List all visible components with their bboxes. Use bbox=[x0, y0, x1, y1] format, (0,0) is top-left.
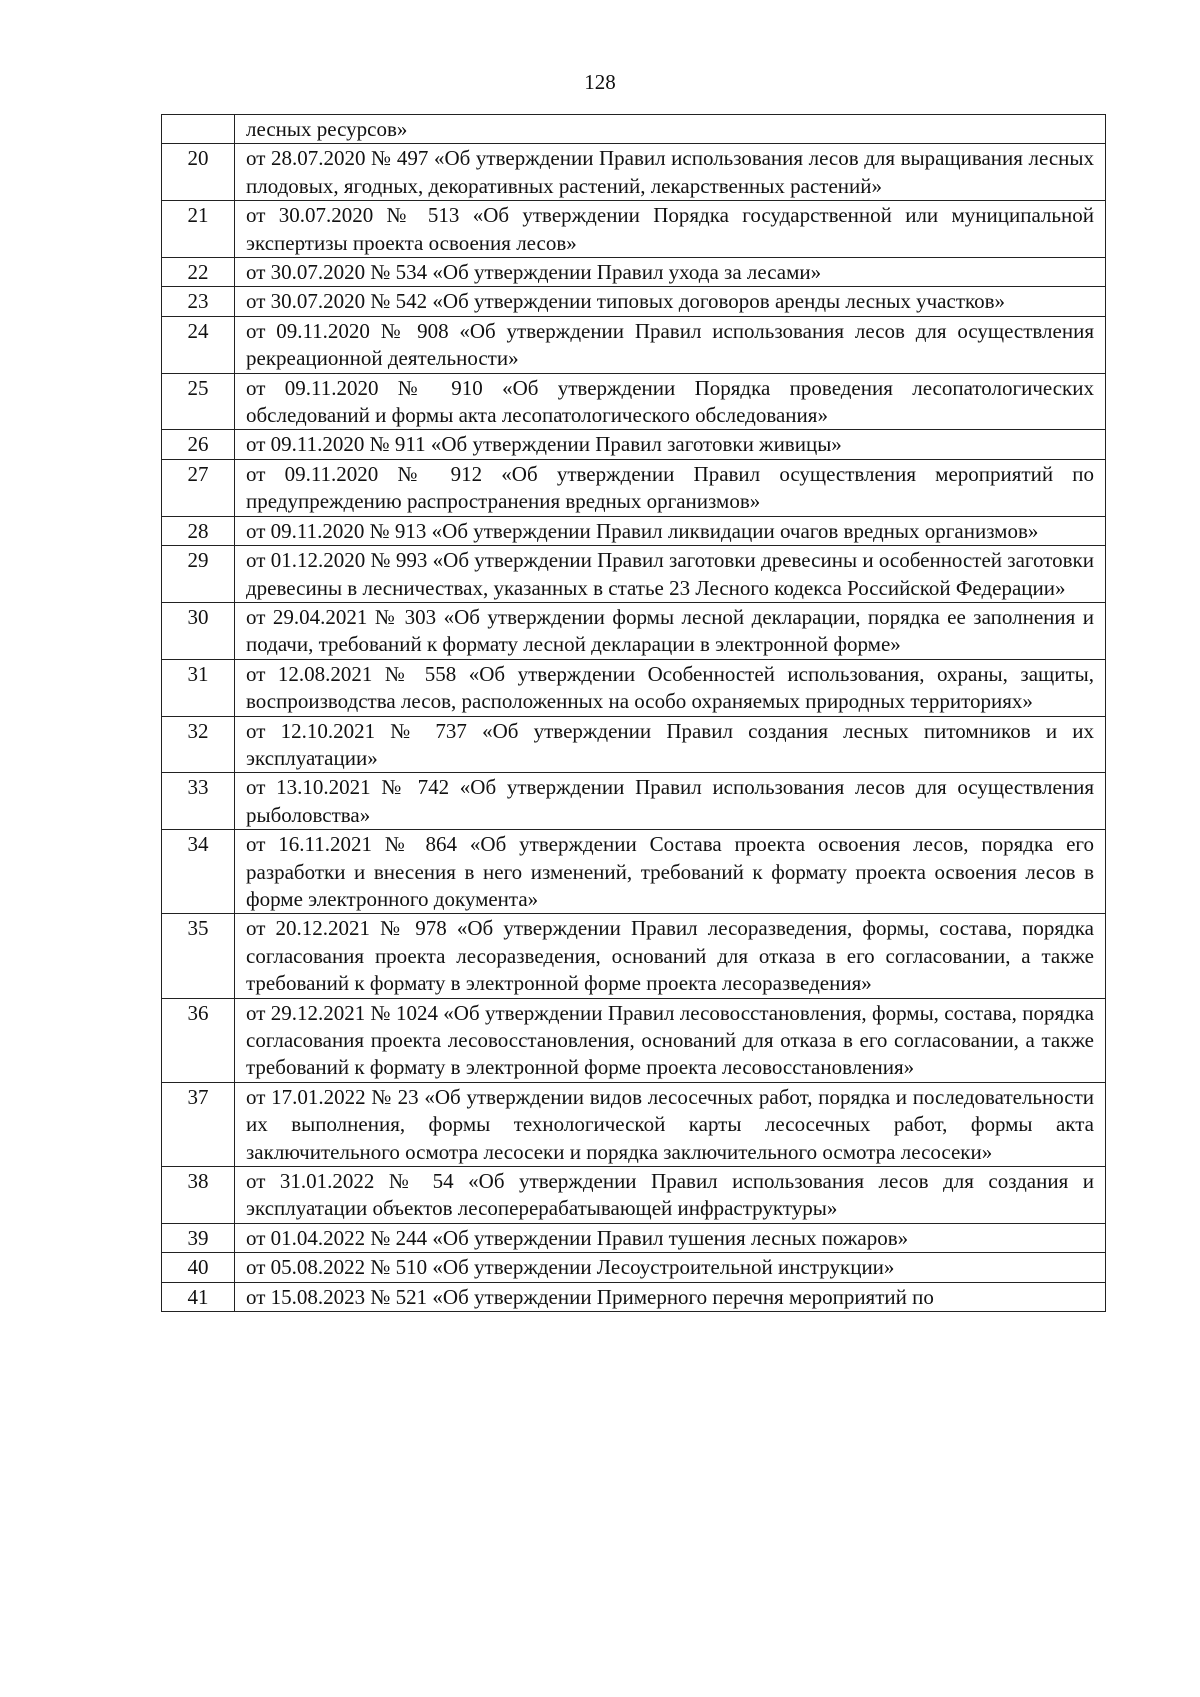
row-document-text: от 30.07.2020 № 534 «Об утверждении Правил ухода за лесами» bbox=[235, 258, 1106, 287]
table-row bbox=[162, 1167, 1106, 1224]
table-row bbox=[162, 773, 1106, 830]
table-row bbox=[162, 1282, 1106, 1311]
table-row bbox=[162, 602, 1106, 659]
row-document-text: от 09.11.2020 № 911 «Об утверждении Правил заготовки живицы» bbox=[235, 430, 1106, 459]
table-row bbox=[162, 430, 1106, 459]
row-number: 28 bbox=[162, 516, 235, 545]
row-document-text: от 30.07.2020 № 542 «Об утверждении типовых договоров аренды лесных участков» bbox=[235, 287, 1106, 316]
row-number: 25 bbox=[162, 373, 235, 430]
row-document-text: от 09.11.2020 № 912 «Об утверждении Правил осуществления мероприятий по предупреждению распространения вредных организмов» bbox=[235, 459, 1106, 516]
row-document-text: от 15.08.2023 № 521 «Об утверждении Примерного перечня мероприятий по bbox=[235, 1282, 1106, 1311]
table-row bbox=[162, 373, 1106, 430]
row-number: 27 bbox=[162, 459, 235, 516]
table-row bbox=[162, 659, 1106, 716]
row-number: 21 bbox=[162, 201, 235, 258]
row-document-text: от 29.04.2021 № 303 «Об утверждении формы лесной декларации, порядка ее заполнения и подачи, требований к формату лесной декларации в электронной форме» bbox=[235, 602, 1106, 659]
table-row bbox=[162, 316, 1106, 373]
table-row bbox=[162, 287, 1106, 316]
row-number: 31 bbox=[162, 659, 235, 716]
row-number: 22 bbox=[162, 258, 235, 287]
table-row bbox=[162, 830, 1106, 914]
row-document-text: от 29.12.2021 № 1024 «Об утверждении Правил лесовосстановления, формы, состава, порядка согласования проекта лесовосстановления, оснований для отказа в его согласовании, а также требований к формату в электронной форме проекта лесовосстановления» bbox=[235, 998, 1106, 1082]
row-number: 35 bbox=[162, 914, 235, 998]
row-document-text: от 31.01.2022 № 54 «Об утверждении Правил использования лесов для создания и эксплуатации объектов лесоперерабатывающей инфраструктуры» bbox=[235, 1167, 1106, 1224]
table-row bbox=[162, 1253, 1106, 1282]
table-row bbox=[162, 998, 1106, 1082]
row-number: 24 bbox=[162, 316, 235, 373]
table-row bbox=[162, 201, 1106, 258]
row-document-text: от 17.01.2022 № 23 «Об утверждении видов лесосечных работ, порядка и последовательности их выполнения, формы технологической карты лесосечных работ, формы акта заключительного осмотра лесосеки и порядка заключительного осмотра лесосеки» bbox=[235, 1082, 1106, 1166]
row-number: 36 bbox=[162, 998, 235, 1082]
page-number: 128 bbox=[584, 70, 616, 94]
table-row bbox=[162, 546, 1106, 603]
documents-table-body bbox=[162, 115, 1106, 1312]
table-row bbox=[162, 516, 1106, 545]
row-document-text: от 09.11.2020 № 913 «Об утверждении Правил ликвидации очагов вредных организмов» bbox=[235, 516, 1106, 545]
row-document-text: от 12.10.2021 № 737 «Об утверждении Правил создания лесных питомников и их эксплуатации» bbox=[235, 716, 1106, 773]
documents-table bbox=[161, 114, 1106, 1312]
table-row bbox=[162, 144, 1106, 201]
row-number: 39 bbox=[162, 1223, 235, 1252]
row-document-text: от 09.11.2020 № 910 «Об утверждении Порядка проведения лесопатологических обследований и формы акта лесопатологического обследования» bbox=[235, 373, 1106, 430]
row-number: 37 bbox=[162, 1082, 235, 1166]
row-number: 40 bbox=[162, 1253, 235, 1282]
row-number: 26 bbox=[162, 430, 235, 459]
row-document-text: от 01.12.2020 № 993 «Об утверждении Правил заготовки древесины и особенностей заготовки древесины в лесничествах, указанных в статье 23 Лесного кодекса Российской Федерации» bbox=[235, 546, 1106, 603]
row-number bbox=[162, 115, 235, 144]
table-row bbox=[162, 1223, 1106, 1252]
row-document-text: лесных ресурсов» bbox=[235, 115, 1106, 144]
row-document-text: от 09.11.2020 № 908 «Об утверждении Правил использования лесов для осуществления рекреационной деятельности» bbox=[235, 316, 1106, 373]
row-number: 20 bbox=[162, 144, 235, 201]
row-document-text: от 28.07.2020 № 497 «Об утверждении Правил использования лесов для выращивания лесных плодовых, ягодных, декоративных растений, лекарственных растений» bbox=[235, 144, 1106, 201]
row-document-text: от 05.08.2022 № 510 «Об утверждении Лесоустроительной инструкции» bbox=[235, 1253, 1106, 1282]
row-number: 32 bbox=[162, 716, 235, 773]
row-document-text: от 30.07.2020 № 513 «Об утверждении Порядка государственной или муниципальной экспертизы проекта освоения лесов» bbox=[235, 201, 1106, 258]
table-row bbox=[162, 914, 1106, 998]
table-row bbox=[162, 459, 1106, 516]
row-number: 23 bbox=[162, 287, 235, 316]
row-number: 30 bbox=[162, 602, 235, 659]
table-row bbox=[162, 115, 1106, 144]
row-number: 41 bbox=[162, 1282, 235, 1311]
row-number: 33 bbox=[162, 773, 235, 830]
row-document-text: от 01.04.2022 № 244 «Об утверждении Правил тушения лесных пожаров» bbox=[235, 1223, 1106, 1252]
row-document-text: от 13.10.2021 № 742 «Об утверждении Правил использования лесов для осуществления рыболовства» bbox=[235, 773, 1106, 830]
row-document-text: от 20.12.2021 № 978 «Об утверждении Правил лесоразведения, формы, состава, порядка согласования проекта лесоразведения, оснований для отказа в его согласовании, а также требований к формату в электронной форме проекта лесоразведения» bbox=[235, 914, 1106, 998]
row-document-text: от 12.08.2021 № 558 «Об утверждении Особенностей использования, охраны, защиты, воспроизводства лесов, расположенных на особо охраняемых природных территориях» bbox=[235, 659, 1106, 716]
table-row bbox=[162, 258, 1106, 287]
row-number: 29 bbox=[162, 546, 235, 603]
row-number: 34 bbox=[162, 830, 235, 914]
table-row bbox=[162, 1082, 1106, 1166]
table-row bbox=[162, 716, 1106, 773]
row-document-text: от 16.11.2021 № 864 «Об утверждении Состава проекта освоения лесов, порядка его разработки и внесения в него изменений, требований к формату проекта освоения лесов в форме электронного документа» bbox=[235, 830, 1106, 914]
row-number: 38 bbox=[162, 1167, 235, 1224]
